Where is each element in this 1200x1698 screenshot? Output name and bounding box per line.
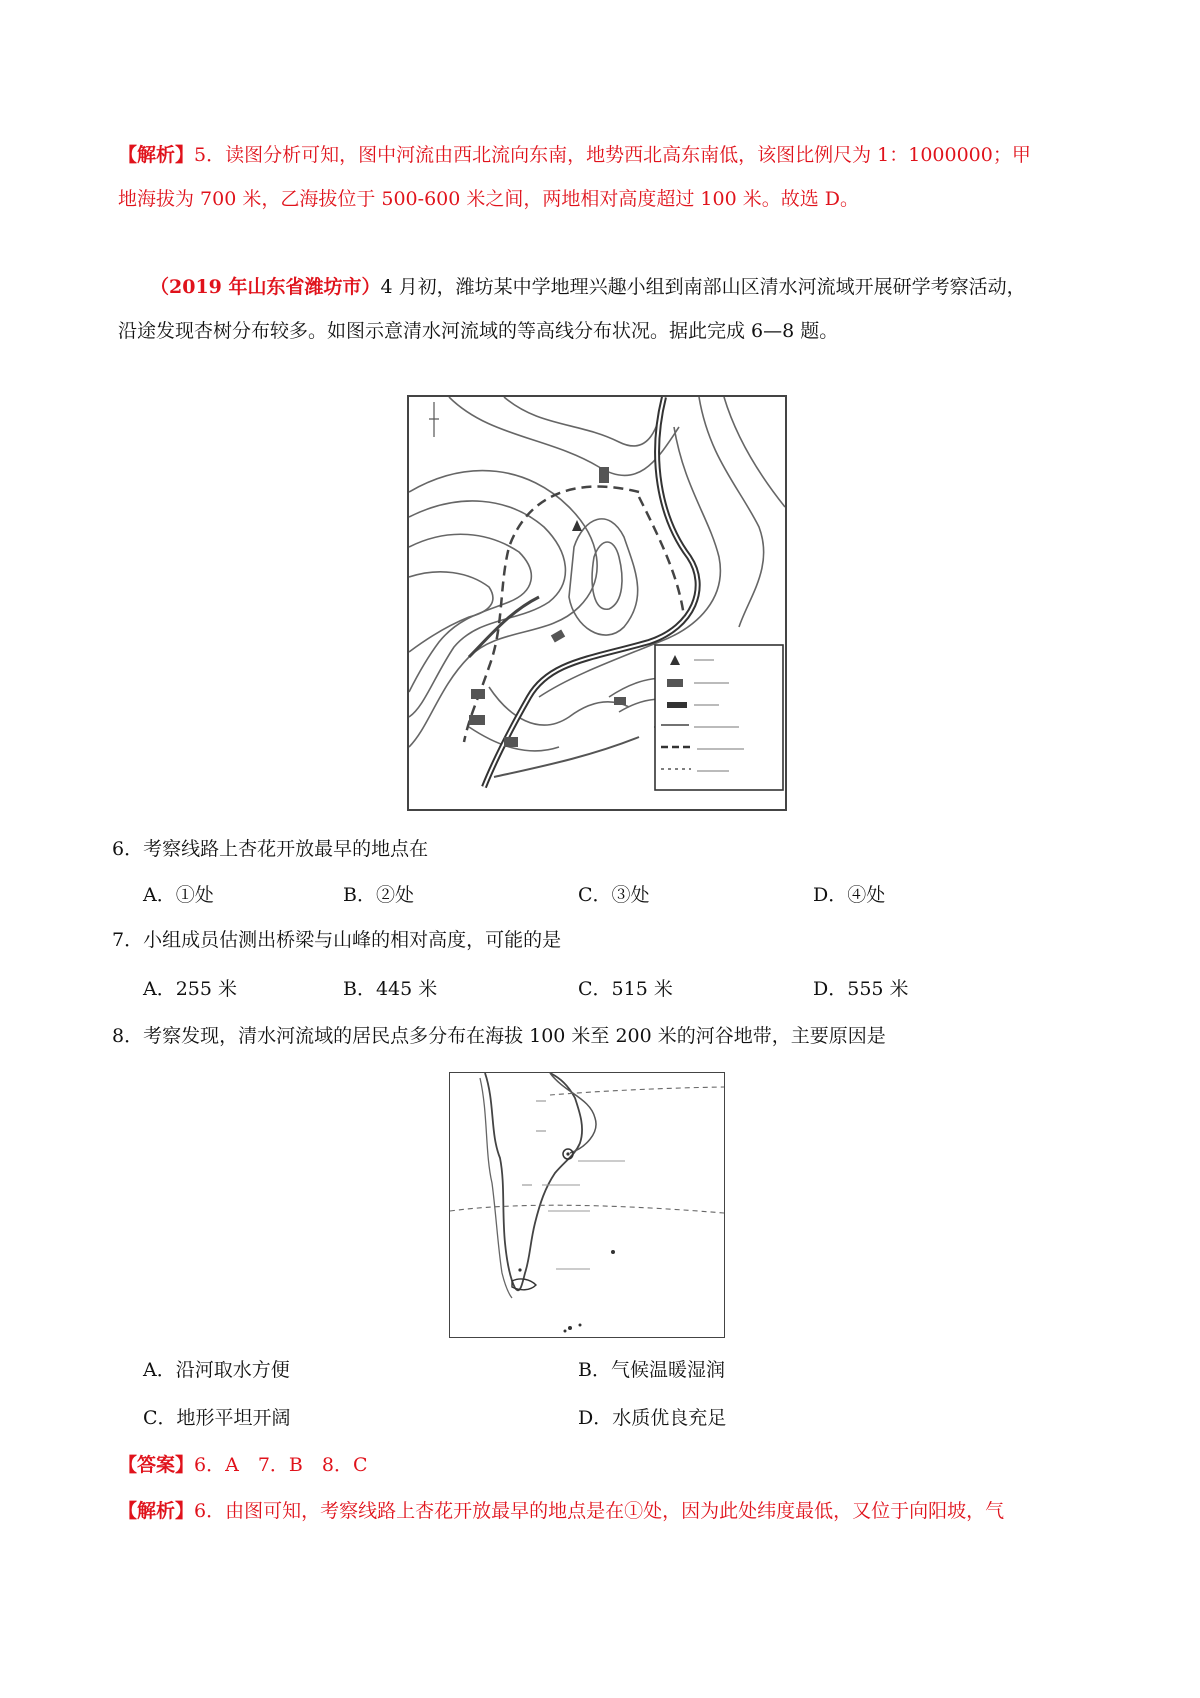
intro-line2: 沿途发现杏树分布较多。如图示意清水河流域的等高线分布状况。据此完成 6—8 题。 — [118, 320, 839, 342]
q8-option-a: A．沿河取水方便 — [143, 1359, 290, 1381]
q6-option-d: D．④处 — [813, 884, 886, 906]
q8-option-c: C．地形平坦开阔 — [143, 1407, 291, 1429]
answer-text: 6．A 7．B 8．C — [194, 1454, 368, 1476]
answer-line — [118, 1452, 368, 1478]
q8-option-d: D．水质优良充足 — [578, 1407, 727, 1429]
south-america-map-drawing — [450, 1073, 724, 1337]
analysis-text: 5．读图分析可知，图中河流由西北流向东南，地势西北高东南低，该图比例尺为 1：1000000；甲 — [194, 144, 1031, 166]
analysis-text: 6．由图可知，考察线路上杏花开放最早的地点是在①处，因为此处纬度最低，又位于向阳坡，气 — [194, 1500, 1005, 1522]
q7-stem: 7．小组成员估测出桥梁与山峰的相对高度，可能的是 — [112, 929, 562, 951]
south-america-map-figure — [449, 1072, 725, 1338]
q6-option-c: C．③处 — [578, 884, 650, 906]
source-label: （2019 年山东省潍坊市） — [150, 276, 381, 298]
q6-option-b: B．②处 — [343, 884, 414, 906]
analysis-line — [118, 1498, 1004, 1524]
prev-analysis-line2: 地海拔为 700 米，乙海拔位于 500-600 米之间，两地相对高度超过 100 米。故选 D。 — [118, 188, 859, 210]
map-legend — [655, 645, 783, 790]
q7-option-b: B．445 米 — [343, 978, 438, 1000]
q7-option-d: D．555 米 — [813, 978, 909, 1000]
answer-tag: 【答案】 — [118, 1454, 195, 1476]
q8-stem: 8．考察发现，清水河流域的居民点多分布在海拔 100 米至 200 米的河谷地带，主要原因是 — [112, 1025, 886, 1047]
q8-option-b: B．气候温暖湿润 — [578, 1359, 725, 1381]
contour-map-figure — [407, 395, 787, 811]
q6-stem: 6．考察线路上杏花开放最早的地点在 — [112, 838, 429, 860]
q7-option-a: A．255 米 — [143, 978, 238, 1000]
q7-option-c: C．515 米 — [578, 978, 673, 1000]
intro-text: 4 月初，潍坊某中学地理兴趣小组到南部山区清水河流域开展研学考察活动， — [380, 276, 1026, 298]
contour-map-drawing — [409, 397, 785, 809]
intro-line1 — [150, 274, 1026, 300]
prev-analysis-line1 — [118, 142, 1031, 168]
analysis-tag: 【解析】 — [118, 144, 195, 166]
q6-option-a: A．①处 — [143, 884, 214, 906]
analysis-tag: 【解析】 — [118, 1500, 195, 1522]
